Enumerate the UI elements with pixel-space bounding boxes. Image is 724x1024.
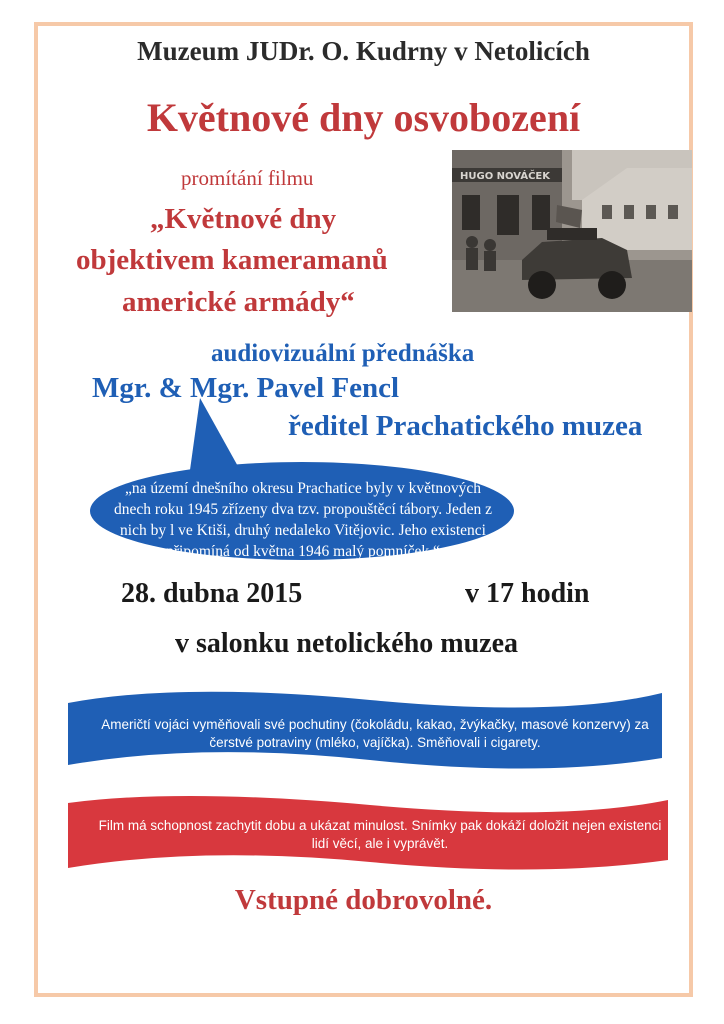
shop-sign-text: HUGO NOVÁČEK: [460, 171, 550, 182]
entry-note: Vstupné dobrovolné.: [234, 884, 493, 916]
film-title-line-1: „Květnové dny: [150, 203, 337, 235]
lecture-type: audiovizuální přednáška: [211, 340, 475, 367]
lecturer-name: Mgr. & Mgr. Pavel Fencl: [92, 372, 400, 404]
film-title-line-3: americké armády“: [122, 286, 355, 318]
film-intro: promítání filmu: [181, 166, 314, 190]
quote-text: „na území dnešního okresu Prachatice byly v květnových dnech roku 1945 zřízeny dva tzv. propouštěcí tábory. Jeden z nich by l ve Ktiši, druhý nedaleko Vitějovic. Jeho existenci připomíná od května 1946 malý pomníček.“: [113, 480, 493, 560]
museum-name: Muzeum JUDr. O. Kudrny v Netolicích: [137, 36, 590, 66]
blue-banner-text: Američtí vojáci vyměňovali své pochutiny (čokoládu, kakao, žvýkačky, masové konzervy) za čerstvé potraviny (mléko, vajíčka). Směňovali i cigarety.: [101, 717, 649, 750]
event-time: v 17 hodin: [465, 578, 590, 609]
event-date: 28. dubna 2015: [121, 578, 303, 609]
event-place: v salonku netolického muzea: [175, 628, 519, 659]
poster-title: Květnové dny osvobození: [146, 95, 581, 140]
red-banner-text: Film má schopnost zachytit dobu a ukázat minulost. Snímky pak dokáží doložit nejen existenci lidí věcí, ale i vyprávět.: [98, 818, 662, 851]
lecturer-role: ředitel Prachatického muzea: [288, 410, 643, 442]
film-title-line-2: objektivem kameramanů: [76, 244, 388, 276]
